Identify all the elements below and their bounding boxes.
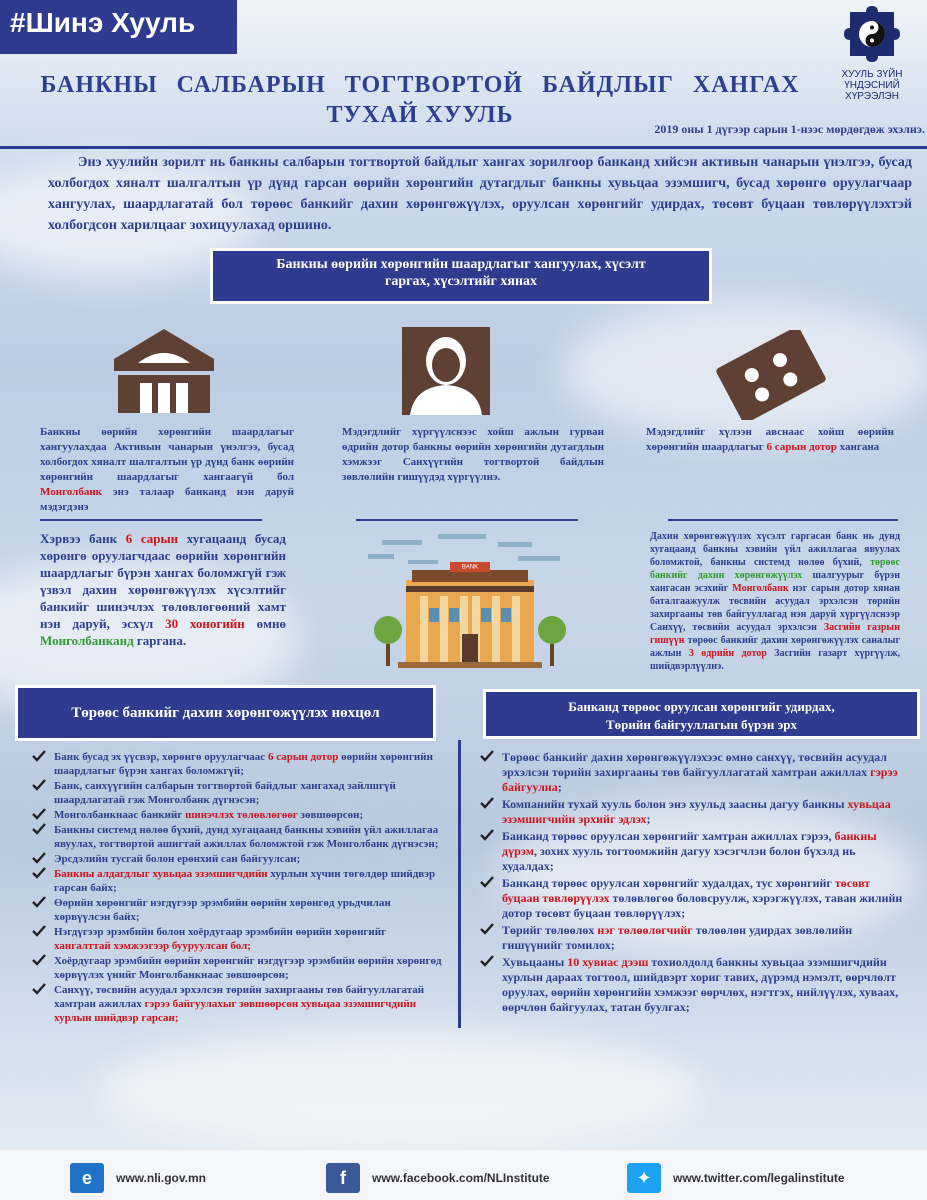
list-item-text: Монголбанкнаас банкийг [54,809,186,821]
hashtag-banner [0,0,237,54]
list-item-text: Хоёрдугаар эрэмбийн өөрийн хөрөнгийг нэгдүгээр эрэмбийн өөрийн хөрөнгөд хөрвүүлэх үнийг Монголбанкнаас зөвшөөрсөн; [54,955,442,981]
right-box-text: шалгуурыг бүрэн хангасан эсэхийг [650,570,900,594]
checkmark-icon [32,779,46,791]
checkmark-icon [480,955,494,967]
section2-item [32,954,442,982]
website-link[interactable]: www.nli.gov.mn [116,1171,206,1185]
list-item-text: Санхүү, төсвийн асуудал эрхэлсэн төрийн захиргааны төв байгууллагатай хамтран ажиллах [54,984,425,1010]
list-item-text: Банканд төрөөс оруулсан хөрөнгийг хамтран ажиллах гэрээ, [502,829,835,843]
list-item-text: Банк бусад эх үүсвэр, хөрөнгө оруулагчаас [54,751,268,763]
list-item-text: ; [646,812,651,826]
web-browser-icon: e [70,1163,104,1193]
intro-paragraph: Энэ хуулийн зорилт нь банкны салбарын тогтвортой байдлыг хангах зорилгоор банканд хийсэн активын чанарын үнэлгээ, бусад холбогдох хяналт шалгалтын үр дүнд гарсан өөрийн хөрөнгийн дутагдлыг банкны хувьцаа эзэмшигч, бусад хөрөнгө оруулагчаар хангуулах, шаардлагатай бол төрөөс банкийг дахин хөрөнгөжүүлэх, оруулсан хөрөнгийг удирдах, төсөвт буцаан төвлөрүүлэхтэй холбогдсон харилцааг зохицуулахад оршино. [48,155,912,233]
page-title [40,70,800,130]
left-box-text: Хэрвээ банк [40,531,126,546]
facebook-icon: f [326,1163,360,1193]
right-box-text: төрөөс банкийг дахин хөрөнгөжүүлэх саналыг ажлын [650,635,900,659]
section2-item [32,867,442,895]
divider-line [668,519,898,521]
section2-item [32,925,442,953]
section3-title [484,690,919,738]
vertical-divider [458,740,461,1028]
section2-conditions-list [32,750,442,1026]
calculator-icon [710,330,832,425]
list-item-text: Банканд төрөөс оруулсан хөрөнгийг худалдах, тус хөрөнгийг [502,876,835,890]
col1-text-part: энэ талаар банканд нэн даруй мэдэгдэнэ [40,486,294,513]
section3-item [480,829,910,874]
twitter-link[interactable]: www.twitter.com/legalinstitute [673,1171,845,1185]
right-box-highlight: Засгийн газрын гишүүн [650,622,900,646]
col3-text-part: Мэдэгдлийг хүлээн авснаас хойш өөрийн хөрөнгийн шаардлагыг [646,426,894,453]
footer-facebook[interactable] [326,1163,550,1193]
section1-col1-text [40,425,294,515]
list-item-highlight: 6 сарын дотор [267,751,339,763]
section3-item [480,750,910,795]
section1-banner [211,249,711,303]
list-item-text: Эрсдэлийн тусгай болон ерөнхий сан байгуулсан; [54,853,301,865]
title-line1: БАНКНЫ САЛБАРЫН ТОГТВОРТОЙ БАЙДЛЫГ ХАНГАХ [40,72,800,98]
section1-col3-text [646,425,894,455]
list-item-text: Нэгдүгээр эрэмбийн болон хоёрдугаар эрэмбийн өөрийн хөрөнгийг [54,926,387,938]
right-box-highlight: 3 өдрийн дотор [688,648,767,659]
list-item-text: Төрийг төлөөлөх [502,923,598,937]
list-item-text: төлөвлөгөө боловсруулж, хэрэгжүүлэх, таван жилийн дотор төсөвт буцаан төвлөрүүлэх; [502,891,903,920]
left-box-highlight: Монголбанканд [40,633,134,648]
list-item-highlight: гэрээ байгуулахыг зөвшөөрсөн хувьцаа эзэмшигчдийн хурлын шийдвэр гарсан; [54,998,417,1024]
puzzle-yin-yang-icon [842,4,902,64]
facebook-link[interactable]: www.facebook.com/NLInstitute [372,1171,550,1185]
list-item-highlight: банкны дүрэм [502,829,877,858]
list-item-highlight: гэрээ байгуулна [502,765,898,794]
checkmark-icon [480,923,494,935]
bank-illustration [368,530,570,675]
section2-item [32,852,442,866]
logo-line1: ХУУЛЬ ЗҮЙН [841,69,903,80]
section3-title-line1: Банканд төрөөс оруулсан хөрөнгийг удирдах, [568,699,835,714]
section3-item [480,876,910,921]
checkmark-icon [32,808,46,820]
person-icon [400,325,492,422]
section3-item [480,797,910,827]
list-item-highlight: хувьцаа эзэмшигчийн эрхийг эдлэх [502,797,891,826]
section3-title-line2: Төрийн байгууллагын бүрэн эрх [605,717,797,732]
left-box-highlight: 30 хоногийн [165,616,245,631]
checkmark-icon [480,829,494,841]
footer-website[interactable] [70,1163,206,1193]
hashtag-text: #Шинэ Хууль [10,7,196,38]
section2-item [32,823,442,851]
header-divider [0,146,927,149]
list-item-highlight: 10 хувиас дээш [567,955,649,969]
list-item-text: ; [557,780,562,794]
divider-line [356,519,578,521]
checkmark-icon [32,852,46,864]
list-item-text: , зохих хууль тогтоомжийн дагуу хэсэгчлэн болон бүхэлд нь худалдах; [502,844,856,873]
list-item-highlight: хангалттай хэмжээгээр бууруулсан бол; [54,940,251,952]
right-box-text: Дахин хөрөнгөжүүлэх хүсэлт гаргасан банк нь дунд хугацаанд банкны хэвийн үйл ажиллагаа явуулах боломжтой, банкны системд нөлөө бүхий, [650,531,900,568]
col1-text-part: Банкны өөрийн хөрөнгийн шаардлагыг хангуулахдаа Активын чанарын үнэлгээ, бусад холбогдох хяналт шалгалтын үр дүнд банк өөрийн хөрөнгийн шаардлагыг хангаагүй бол [40,426,294,483]
checkmark-icon [480,750,494,762]
list-item-highlight: төсөвт буцаан төвлөрүүлэх [502,876,871,905]
section3-item [480,923,910,953]
checkmark-icon [32,896,46,908]
section1-banner-line1: Банкны өөрийн хөрөнгийн шаардлагыг хангуулах, хүсэлт [276,257,646,272]
list-item-highlight: Банкны алдагдлыг хувьцаа эзэмшигчдийн [54,868,268,880]
effective-date: 2019 оны 1 дүгээр сарын 1-нээс мөрдөгдөж эхэлнэ. [654,122,925,136]
list-item-text: Банкны системд нөлөө бүхий, дунд хугацаанд банкны хэвийн үйл ажиллагаа явуулах, тогтвортой ашигтай ажиллах боломжтой гэж Монголбанк дүгнэсэн; [54,824,439,850]
section3-item [480,955,910,1015]
right-box-text: Засгийн газарт хүргүүлж, шийдвэрлүүлнэ. [650,648,900,672]
checkmark-icon [32,867,46,879]
checkmark-icon [480,797,494,809]
section2-title: Төрөөс банкийг дахин хөрөнгөжүүлэх нөхцөл [16,686,435,740]
checkmark-icon [32,750,46,762]
footer-twitter[interactable] [627,1163,845,1193]
list-item-text: төлөөлөн удирдах зөвлөлийн гишүүнийг томилох; [502,923,853,952]
list-item-text: Төрөөс банкийг дахин хөрөнгөжүүлэхээс өмнө санхүү, төсвийн асуудал эрхэлсэн төрийн захиргааны төв байгууллагатай хамтран ажиллах [502,750,887,779]
left-box-text: хугацаанд бусад хөрөнгө оруулагчдаас өөрийн хөрөнгийн шаардлагыг бүрэн хангах боломжгүй гэж үзвэл дахин хөрөнгөжүүлэх хүсэлтийг банкийг шинэчлэх төлөвлөгөөний хамт нэн даруй, эсхүл [40,531,286,631]
list-item-text: өөрийн хөрөнгийн шаардлагыг бүрэн хангах боломжгүй; [54,751,433,777]
checkmark-icon [480,876,494,888]
list-item-text: Компанийн тухай хууль болон энэ хуульд заасны дагуу банкны [502,797,848,811]
cloud-decoration [100,1030,700,1150]
section2-item [32,750,442,778]
list-item-text: Банк, санхүүгийн салбарын тогтвортой байдлыг хангахад зайлшгүй шаардлагатай гэж Монголбанк дүгнэсэн; [54,780,396,806]
section2-item [32,983,442,1025]
list-item-text: хурлын хүчин төгөлдөр шийдвэр гарсан байх; [54,868,436,894]
col3-highlight: 6 сарын дотор [766,441,837,453]
bank-building-icon [108,325,220,422]
logo-line2: ҮНДЭСНИЙ ХҮРЭЭЛЭН [844,80,900,102]
section1-col2-text: Мэдэгдлийг хүргүүлснээс хойш ажлын гурван өдрийн дотор банкны өөрийн хөрөнгийн дутагдлын хэмжээг Санхүүгийн тогтвортой байдлын зөвлөлийн гишүүдэд хүргүүлнэ. [342,426,604,483]
list-item-text: тохиолдолд банкны хувьцаа эзэмшигчдийн хурлын дараах тогтоол, шийдвэрт хориг тавих, дүрэмд нэмэлт, өөрчлөлт оруулах, өөрийн хөрөнгийн хэмжээг өөрчлөх, нэгтгэх, нийлүүлэх, хуваах, өөрчлөн байгуулах, татан буулгах; [502,955,899,1014]
section2-item [32,896,442,924]
checkmark-icon [32,823,46,835]
list-item-text: Өөрийн хөрөнгийг нэгдүгээр эрэмбийн өөрийн хөрөнгөд урьдчилан хөрвүүлсэн байх; [54,897,391,923]
institute-logo [818,4,926,102]
divider-line [40,519,262,521]
left-box-highlight: 6 сарын [125,531,179,546]
list-item-highlight: нэг төлөөлөгчийг [597,923,693,937]
col1-highlight: Монголбанк [40,486,102,498]
col3-text-part: хангана [836,441,880,453]
section1-left-box [40,530,286,649]
left-box-text: гаргана. [133,633,187,648]
title-line2: ТУХАЙ ХУУЛЬ [326,102,514,128]
list-item-text: зөвшөөрсөн; [297,809,364,821]
section1-banner-line2: гаргах, хүсэлтийг хянах [384,274,538,289]
right-box-highlight: төрөөс банкийг дахин хөрөнгөжүүлэх [650,557,900,581]
checkmark-icon [32,925,46,937]
list-item-text: Хувьцааны [502,955,568,969]
checkmark-icon [32,954,46,966]
section3-authority-list [480,750,910,1017]
section2-item [32,779,442,807]
left-box-text: өмнө [244,616,286,631]
right-box-text: нэг сарын дотор хянан баталгаажуулж төсвийн асуудал эрхэлсэн төрийн захиргааны төв байгууллагад нэн даруй хүргүүлснээр Санхүү, төсвийн асуудал эрхэлсэн [650,583,900,633]
twitter-icon: ✦ [627,1163,661,1193]
list-item-highlight: шинэчлэх төлөвлөгөөг [185,809,298,821]
section1-right-box [650,530,900,673]
right-box-highlight: Монголбанк [732,583,789,594]
checkmark-icon [32,983,46,995]
section2-item [32,808,442,822]
bank-sign: BANK [461,564,479,571]
